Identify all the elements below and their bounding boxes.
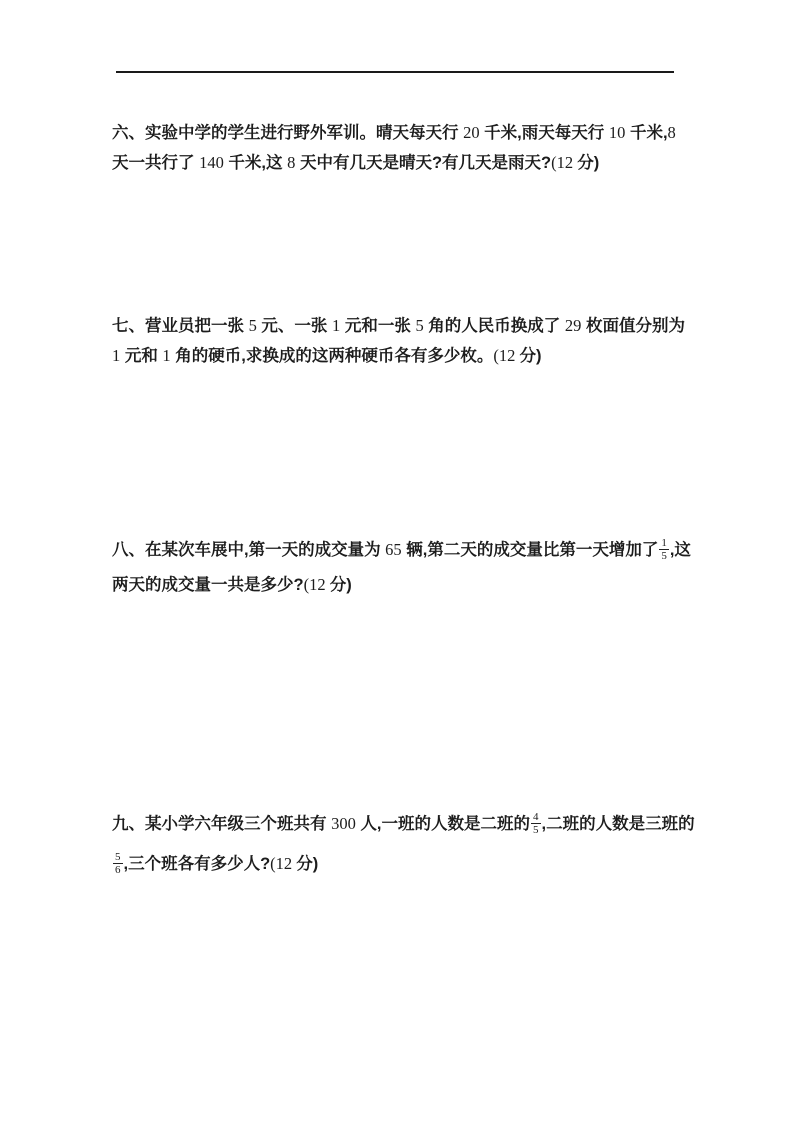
latin-text: 8: [667, 123, 676, 142]
fraction: [113, 851, 123, 876]
latin-text: 300: [331, 814, 356, 833]
fraction-numerator: 1: [661, 537, 667, 550]
chinese-text: 分): [519, 347, 542, 365]
question-line: [112, 844, 712, 884]
chinese-text: 天中有几天是晴天?有几天是雨天?: [295, 154, 552, 172]
chinese-text: 枚面值分别为: [581, 317, 685, 335]
chinese-text: 分): [577, 154, 600, 172]
question-nine: [112, 804, 712, 884]
question-line: [112, 148, 712, 178]
chinese-text: 分): [329, 576, 352, 594]
chinese-text: 千米,: [625, 124, 668, 142]
latin-text: 8: [287, 153, 296, 172]
chinese-text: 辆,第二天的成交量比第一天增加了: [401, 541, 659, 559]
latin-text: 20: [463, 123, 480, 142]
latin-text: 65: [385, 540, 402, 559]
chinese-text: 九、某小学六年级三个班共有: [112, 815, 332, 833]
chinese-text: 角的硬币,求换成的这两种硬币各有多少枚。: [170, 347, 494, 365]
fraction-numerator: 4: [533, 811, 539, 824]
latin-text: 1: [162, 346, 171, 365]
latin-text: 1: [332, 316, 341, 335]
question-eight: [112, 530, 712, 600]
latin-text: (12: [551, 153, 578, 172]
chinese-text: 元和一张: [340, 317, 416, 335]
fraction: [531, 811, 541, 836]
question-seven: [112, 311, 712, 371]
chinese-text: 元和: [120, 347, 163, 365]
fraction-numerator: 5: [115, 851, 121, 864]
latin-text: 1: [112, 346, 121, 365]
question-line: [112, 311, 712, 341]
question-line: [112, 570, 712, 600]
latin-text: 5: [415, 316, 424, 335]
latin-text: 29: [564, 316, 582, 335]
chinese-text: 千米,雨天每天行: [479, 124, 609, 142]
chinese-text: 分): [296, 855, 319, 873]
question-line: [112, 530, 712, 570]
chinese-text: 角的人民币换成了: [423, 317, 565, 335]
top-divider-line: [116, 71, 674, 73]
latin-text: (12: [493, 346, 520, 365]
chinese-text: 六、实验中学的学生进行野外军训。晴天每天行: [112, 124, 464, 142]
latin-text: 5: [248, 316, 257, 335]
chinese-text: 千米,这: [223, 154, 288, 172]
question-line: [112, 118, 712, 148]
chinese-text: ,三个班各有多少人?: [123, 855, 271, 873]
fraction-denominator: 6: [115, 864, 121, 877]
question-line: [112, 804, 712, 844]
latin-text: (12: [270, 854, 297, 873]
latin-text: (12: [303, 575, 330, 594]
question-line: [112, 341, 712, 371]
fraction-denominator: 5: [533, 824, 539, 837]
latin-text: 140: [199, 153, 224, 172]
fraction-denominator: 5: [661, 550, 667, 563]
chinese-text: ,这: [669, 541, 691, 559]
chinese-text: 七、营业员把一张: [112, 317, 249, 335]
chinese-text: 元、一张: [256, 317, 333, 335]
chinese-text: 人,一班的人数是二班的: [355, 815, 531, 833]
chinese-text: 天一共行了: [112, 154, 200, 172]
chinese-text: 两天的成交量一共是多少?: [112, 576, 304, 594]
chinese-text: 八、在某次车展中,第一天的成交量为: [112, 541, 386, 559]
chinese-text: ,二班的人数是三班的: [541, 815, 695, 833]
question-six: [112, 118, 712, 178]
fraction: [659, 537, 669, 562]
latin-text: 10: [608, 123, 626, 142]
